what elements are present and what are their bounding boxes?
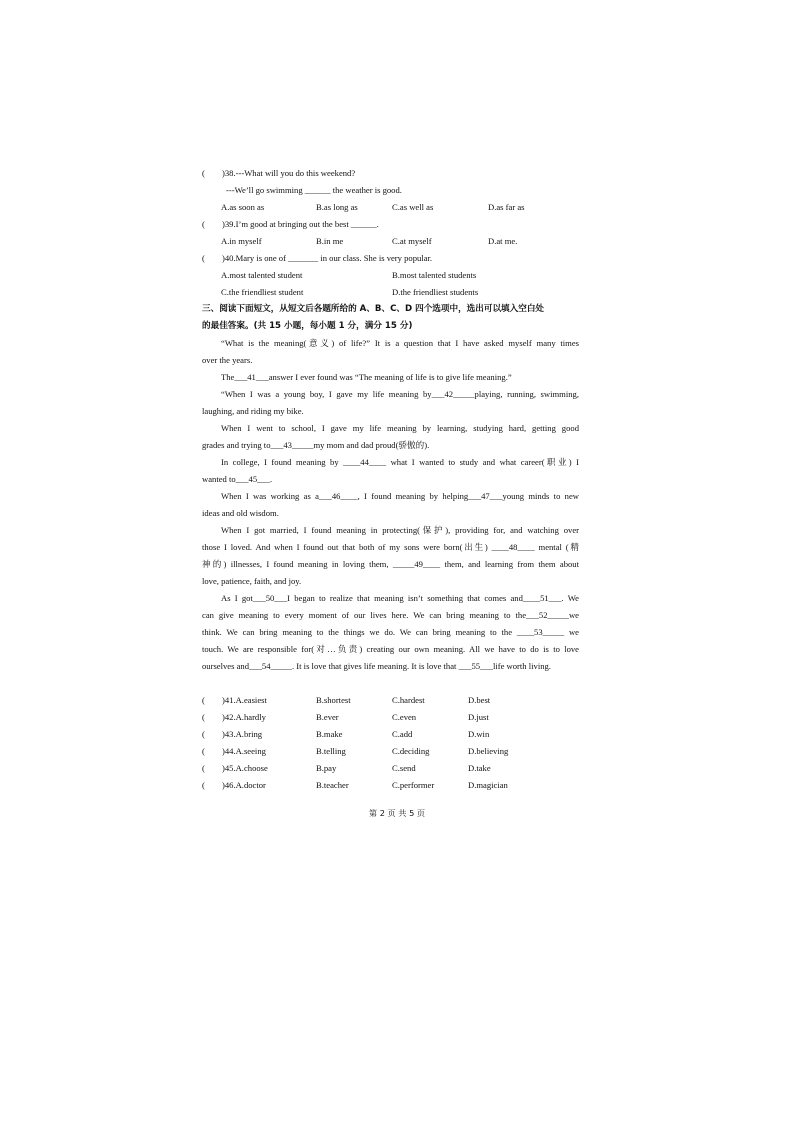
q39-option-c: C.at myself: [392, 236, 432, 246]
q39-option-a: A.in myself: [221, 236, 262, 246]
option-c: C.hardest: [392, 695, 425, 705]
option-a: )44.A.seeing: [222, 746, 266, 756]
q40-option-a: A.most talented student: [221, 270, 303, 280]
section3-heading: 三、阅读下面短文，从短文后各题所给的 A、B、C、D 四个选项中，选出可以填入空白处: [202, 304, 545, 314]
q39-option-b: B.in me: [316, 236, 344, 246]
q38-option-d: D.as far as: [488, 202, 525, 212]
option-b: B.pay: [316, 763, 337, 773]
passage-p8b: can give meaning to every moment of our lives here. We can bring meaning to the___52_____we: [202, 610, 579, 620]
q40-paren: (: [202, 253, 205, 263]
q39-paren: (: [202, 219, 205, 229]
passage-p8d: touch. We are responsible for(对…负责) creating our own meaning. All we have to do is to love: [202, 644, 579, 654]
option-d: D.believing: [468, 746, 509, 756]
q38-option-a: A.as soon as: [221, 202, 265, 212]
option-c: C.send: [392, 763, 416, 773]
option-c: C.deciding: [392, 746, 430, 756]
option-paren: (: [202, 695, 205, 705]
option-paren: (: [202, 746, 205, 756]
option-c: C.performer: [392, 780, 435, 790]
q38-option-c: C.as well as: [392, 202, 434, 212]
passage-p1a: “What is the meaning(意义) of life?” It is a question that I have asked myself many times: [221, 338, 579, 348]
q38-option-b: B.as long as: [316, 202, 358, 212]
option-paren: (: [202, 729, 205, 739]
option-b: B.make: [316, 729, 343, 739]
q40-option-b: B.most talented students: [392, 270, 477, 280]
q40-question: )40.Mary is one of _______ in our class. She is very popular.: [222, 253, 433, 263]
option-c: C.add: [392, 729, 413, 739]
option-d: D.magician: [468, 780, 508, 790]
option-a: )43.A.bring: [222, 729, 263, 739]
q38-paren: (: [202, 168, 205, 178]
option-a: )46.A.doctor: [222, 780, 266, 790]
passage-p3a: “When I was a young boy, I gave my life meaning by___42_____playing, running, swimming,: [221, 389, 579, 399]
passage-p5a: In college, I found meaning by ____44____ what I wanted to study and what career(职业) I: [221, 457, 579, 467]
passage-p1b: over the years.: [202, 355, 253, 365]
option-c: C.even: [392, 712, 417, 722]
passage-p6b: ideas and old wisdom.: [202, 508, 279, 518]
passage-p4a: When I went to school, I gave my life meaning by learning, studying hard, getting good: [221, 423, 579, 433]
passage-p7a: When I got married, I found meaning in protecting(保护), providing for, and watching over: [221, 525, 579, 535]
passage-p7b: those I loved. And when I found out that both of my sons were born(出生) ____48____ mental (精: [202, 542, 579, 552]
q40-option-d: D.the friendliest students: [392, 287, 479, 297]
option-b: B.shortest: [316, 695, 351, 705]
option-a: )45.A.choose: [222, 763, 268, 773]
option-d: D.best: [468, 695, 491, 705]
option-b: B.teacher: [316, 780, 349, 790]
option-a: )42.A.hardly: [222, 712, 266, 722]
option-a: )41.A.easiest: [222, 695, 267, 705]
option-d: D.take: [468, 763, 491, 773]
passage-p2: The___41___answer I ever found was “The meaning of life is to give life meaning.”: [221, 372, 512, 382]
passage-p4b: grades and trying to___43_____my mom and dad proud(骄傲的).: [202, 440, 430, 450]
passage-p8c: think. We can bring meaning to the things we do. We can bring meaning to the ____53_____ we: [202, 627, 579, 637]
passage-p7d: love, patience, faith, and joy.: [202, 576, 302, 586]
passage-p8a: As I got___50___I began to realize that meaning isn’t something that comes and____51___. We: [221, 593, 579, 603]
section3-heading-cont: 的最佳答案。(共 15 小题，每小题 1 分，满分 15 分): [202, 321, 413, 331]
option-d: D.just: [468, 712, 489, 722]
option-paren: (: [202, 712, 205, 722]
option-b: B.telling: [316, 746, 346, 756]
option-b: B.ever: [316, 712, 339, 722]
passage-p8e: ourselves and___54_____. It is love that gives life meaning. It is love that ___55___life worth living.: [202, 661, 551, 671]
q39-question: )39.I’m good at bringing out the best ______.: [222, 219, 379, 229]
q38-reply: ---We’ll go swimming ______ the weather is good.: [226, 185, 402, 195]
option-paren: (: [202, 780, 205, 790]
page-footer: 第 2 页 共 5 页: [368, 808, 426, 818]
passage-p5b: wanted to___45___.: [202, 474, 273, 484]
passage-p7c: 神的) illnesses, I found meaning in loving them, _____49____ them, and learning from them about: [202, 559, 579, 569]
passage-p6a: When I was working as a___46____, I found meaning by helping___47___young minds to new: [221, 491, 579, 501]
q40-option-c: C.the friendliest student: [221, 287, 304, 297]
q39-option-d: D.at me.: [488, 236, 518, 246]
option-paren: (: [202, 763, 205, 773]
passage-p3b: laughing, and riding my bike.: [202, 406, 304, 416]
option-d: D.win: [468, 729, 490, 739]
q38-question: )38.---What will you do this weekend?: [222, 168, 356, 178]
